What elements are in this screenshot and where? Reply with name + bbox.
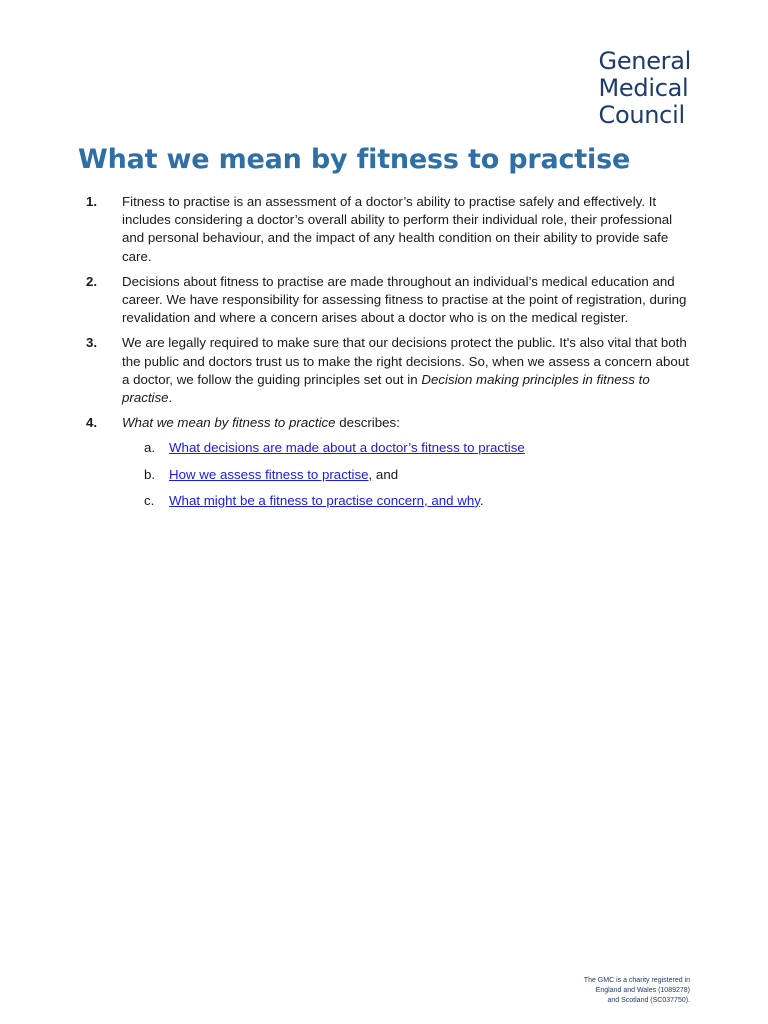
- link-decisions-about-fitness[interactable]: What decisions are made about a doctor’s fitness to practise: [169, 440, 525, 456]
- paragraph-text: [122, 414, 692, 432]
- paragraph-number: 2.: [86, 273, 98, 289]
- gmc-logo: [599, 48, 691, 129]
- link-what-might-be-concern[interactable]: What might be a fitness to practise concern, and why: [169, 492, 480, 508]
- paragraph-number: 3.: [86, 335, 98, 351]
- page-title: What we mean by fitness to practise: [78, 144, 631, 175]
- paragraph-text: [122, 334, 692, 407]
- footer-line-3: and Scotland (SC037750).: [607, 997, 690, 1004]
- paragraph-text-main: We are legally required to make sure that our decisions protect the public. It's also vital that both the public and doctors trust us to make the right decisions. So, when we assess a concern about a doctor, we follow the guiding principles set out in: [122, 335, 689, 387]
- document-title-reference: What we mean by fitness to practice: [122, 415, 336, 431]
- sub-item-text: [169, 492, 484, 510]
- paragraph-number: 4.: [86, 415, 98, 431]
- logo-line-medical: Medical: [598, 74, 689, 102]
- paragraph-2: [86, 273, 692, 328]
- footer-line-1: The GMC is a charity registered in: [583, 977, 690, 984]
- sub-item-b: [144, 466, 692, 484]
- paragraph-text-end: .: [168, 390, 173, 406]
- document-body: [86, 193, 692, 518]
- paragraph-1: [86, 193, 692, 266]
- charity-registration-footer: [584, 976, 690, 1006]
- sub-item-text: [169, 439, 525, 457]
- document-title-reference: Decision making principles in fitness to practise: [122, 371, 650, 406]
- sub-item-suffix: , and: [368, 466, 399, 482]
- sub-item-letter: a.: [144, 440, 156, 456]
- logo-line-general: General: [598, 47, 691, 75]
- paragraph-3: [86, 334, 692, 407]
- footer-line-2: England and Wales (1089278): [595, 987, 690, 994]
- sub-item-letter: c.: [144, 492, 155, 508]
- sub-item-suffix: .: [479, 492, 484, 508]
- logo-line-council: Council: [598, 101, 685, 129]
- paragraph-number: 1.: [86, 194, 98, 209]
- sub-item-a: [144, 439, 692, 457]
- paragraph-4: [86, 414, 692, 432]
- paragraph-text: Decisions about fitness to practise are made throughout an individual’s medical education and career. We have responsibility for assessing fitness to practise at the point of registration, during revalidation and where a concern arises about a doctor who is on the medical register.: [122, 273, 687, 326]
- paragraph-text: Fitness to practise is an assessment of a doctor’s ability to practise safely and effectively. It includes considering a doctor’s overall ability to perform their individual role, their professional and personal behaviour, and the impact of any health condition on their ability to provide safe care.: [122, 194, 673, 264]
- link-how-we-assess[interactable]: How we assess fitness to practise: [169, 466, 369, 482]
- sub-item-letter: b.: [144, 466, 156, 482]
- sub-item-c: [144, 492, 692, 510]
- paragraph-text-main: describes:: [335, 415, 400, 431]
- sub-item-text: [169, 466, 398, 484]
